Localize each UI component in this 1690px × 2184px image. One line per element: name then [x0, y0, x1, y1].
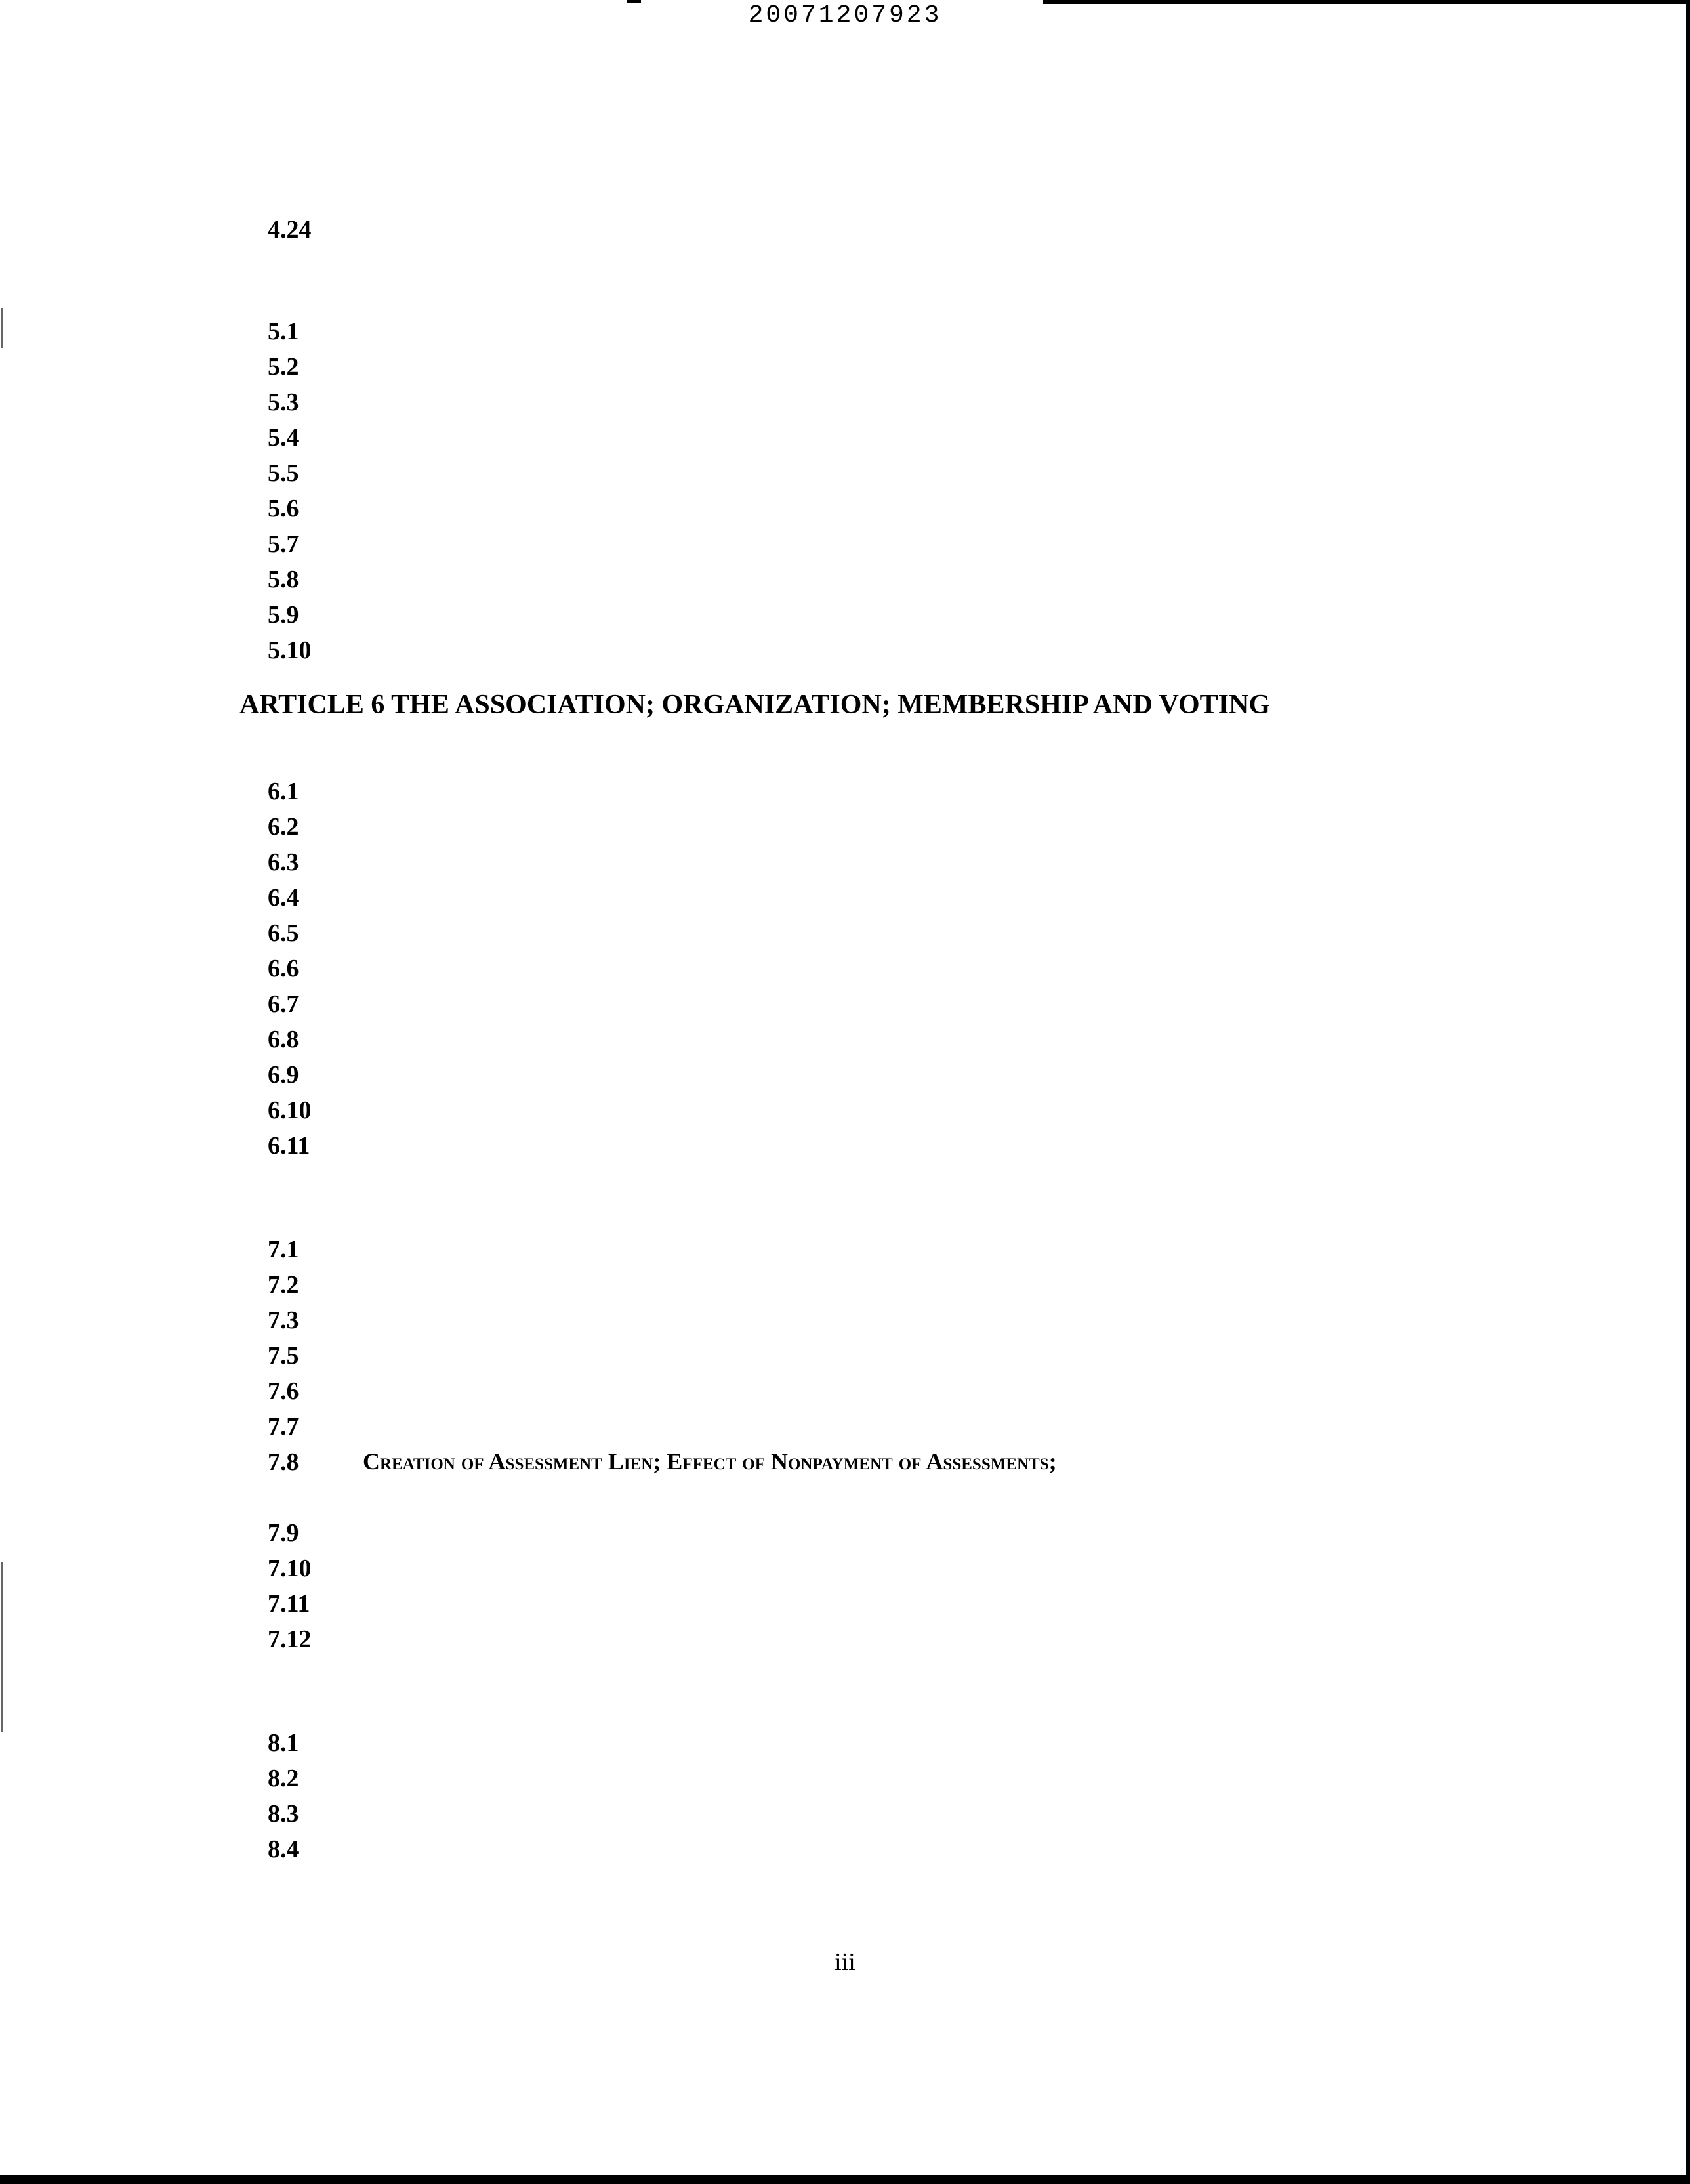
toc-section-number: 8.4 [268, 1836, 299, 1863]
right-border [1686, 0, 1690, 2184]
toc-section-number: 7.7 [268, 1413, 299, 1440]
toc-section-number: 4.24 [268, 216, 312, 243]
toc-section-number: 7.6 [268, 1377, 299, 1405]
toc-section-number: 8.2 [268, 1765, 299, 1792]
toc-section-number: 7.1 [268, 1236, 299, 1263]
document-number: 20071207923 [748, 1, 942, 30]
scan-edge-mark [1, 1562, 3, 1732]
bottom-border [0, 2175, 1690, 2184]
toc-section-number: 6.3 [268, 849, 299, 876]
toc-section-number: 5.8 [268, 566, 299, 593]
toc-section-number: 6.10 [268, 1097, 312, 1124]
toc-section-number: 6.4 [268, 884, 299, 912]
toc-section-number: 5.3 [268, 388, 299, 416]
toc-section-number: 6.1 [268, 778, 299, 805]
toc-section-number: 7.2 [268, 1271, 299, 1299]
toc-section-number: 6.5 [268, 919, 299, 947]
toc-section-number: 5.4 [268, 424, 299, 452]
toc-section-number: 6.9 [268, 1061, 299, 1089]
toc-section-number: 8.3 [268, 1800, 299, 1828]
toc-entry-title: Creation of Assessment Lien; Effect of Nonpayment of Assessments; [363, 1448, 1057, 1475]
toc-section-number: 7.8 [268, 1448, 299, 1476]
toc-section-number: 8.1 [268, 1729, 299, 1757]
toc-section-number: 7.3 [268, 1307, 299, 1334]
toc-section-number: 6.11 [268, 1132, 310, 1160]
toc-section-number: 7.11 [268, 1590, 310, 1618]
toc-section-number: 6.7 [268, 990, 299, 1018]
toc-section-number: 5.1 [268, 318, 299, 345]
toc-section-number: 6.8 [268, 1026, 299, 1053]
toc-section-number: 7.12 [268, 1626, 312, 1653]
toc-section-number: 5.5 [268, 459, 299, 487]
toc-section-number: 5.2 [268, 353, 299, 381]
toc-section-number: 5.7 [268, 530, 299, 558]
toc-section-number: 5.10 [268, 637, 312, 664]
toc-section-number: 7.5 [268, 1342, 299, 1370]
toc-section-number: 7.9 [268, 1519, 299, 1547]
toc-section-number: 6.6 [268, 955, 299, 982]
scan-edge-mark [1, 308, 3, 348]
toc-section-number: 7.10 [268, 1555, 312, 1582]
page-number-footer: iii [835, 1948, 855, 1976]
toc-section-number: 5.9 [268, 601, 299, 629]
toc-section-number: 6.2 [268, 813, 299, 841]
toc-section-number: 5.6 [268, 495, 299, 522]
toc-entry-title: ARTICLE 6 THE ASSOCIATION; ORGANIZATION; MEMBERSHIP AND VOTING [239, 690, 1271, 720]
